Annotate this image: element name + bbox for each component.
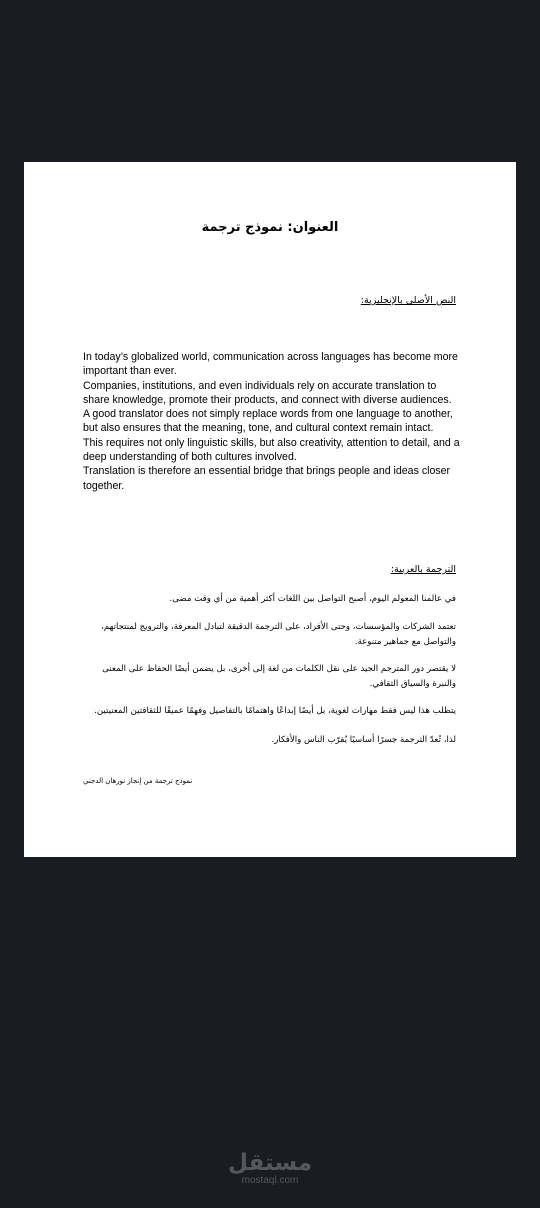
english-paragraph: In today’s globalized world, communication across languages has become more important than ever. [83,351,458,378]
arabic-paragraph: لذا، تُعدّ الترجمة جسرًا أساسيًا يُقرّب الناس والأفكار. [271,735,456,745]
english-paragraph: A good translator does not simply replace words from one language to another, but also ensures that the meaning, tone, and cultural context remain intact. [83,408,453,435]
watermark-logo: مستقل [227,1150,313,1176]
english-paragraph: Companies, institutions, and even individuals rely on accurate translation to share knowledge, promote their products, and connect with diverse audiences. [83,379,452,406]
english-section-heading: النص الأصلي بالإنجليزية: [360,295,456,306]
arabic-paragraph: يتطلب هذا ليس فقط مهارات لغوية، بل أيضًا إبداعًا واهتمامًا بالتفاصيل وفهمًا عميقًا للثقافتين المعنيتين. [94,706,456,716]
arabic-paragraph: تعتمد الشركات والمؤسسات، وحتى الأفراد، على الترجمة الدقيقة لتبادل المعرفة، والترويج لمنتجاتهم، والتواصل مع جماهير متنوعة. [101,622,456,647]
footer-credit: نموذج ترجمة من إنجاز نورهان الدجني [83,777,193,785]
watermark-url: mostaql.com [241,1175,299,1186]
arabic-paragraph: لا يقتصر دور المترجم الجيد على نقل الكلمات من لغة إلى أخرى، بل يضمن أيضًا الحفاظ على المعنى والنبرة والسياق الثقافي. [102,664,456,689]
english-paragraph: Translation is therefore an essential bridge that brings people and ideas closer together. [83,465,451,492]
arabic-section-heading: الترجمة بالعربية: [390,564,456,575]
document-page [24,162,516,857]
english-original-text [83,350,463,493]
arabic-paragraph: في عالمنا المعولم اليوم، أصبح التواصل بين اللغات أكثر أهمية من أي وقت مضى. [169,594,456,604]
mostaql-watermark [0,1150,540,1187]
document-title: العنوان: نموذج ترجمة [201,220,339,235]
english-paragraph: This requires not only linguistic skills, but also creativity, attention to detail, and a deep understanding of both cultures involved. [83,436,460,464]
